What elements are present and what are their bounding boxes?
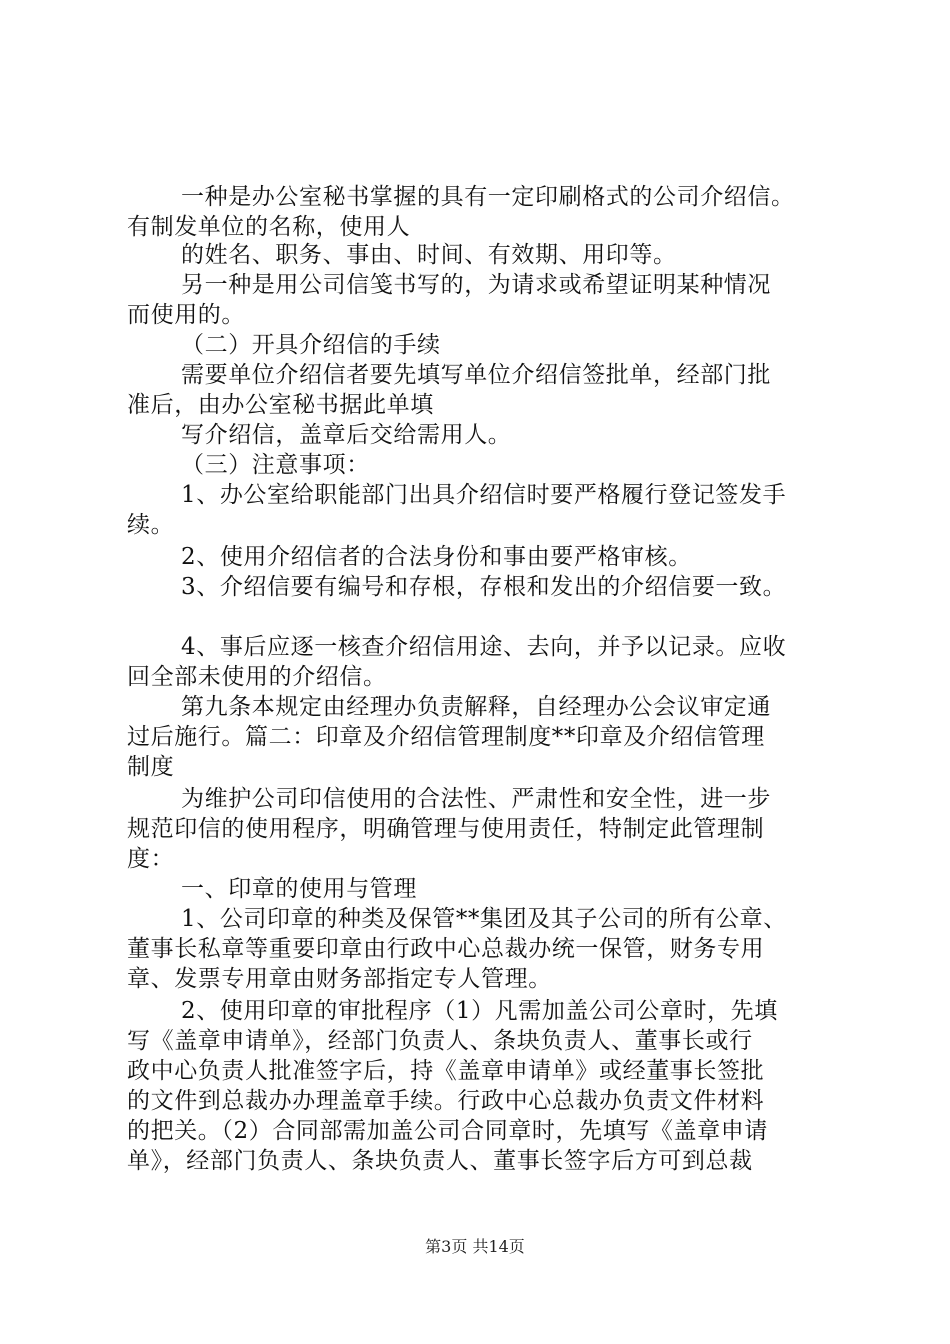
text-line: 的把关。（2）合同部需加盖公司合同章时，先填写《盖章申请 [127, 1118, 768, 1144]
text-line: 写介绍信，盖章后交给需用人。 [181, 422, 512, 448]
section-heading: （二）开具介绍信的手续 [181, 332, 441, 358]
text-line: 4、事后应逐一核查介绍信用途、去向，并予以记录。应收 [181, 634, 787, 660]
text-line: 的姓名、职务、事由、时间、有效期、用印等。 [181, 242, 677, 268]
text-line: 单》，经部门负责人、条块负责人、董事长签字后方可到总裁 [127, 1148, 753, 1174]
section-heading: 一、印章的使用与管理 [181, 876, 417, 902]
text-line: 制度 [127, 754, 175, 780]
text-line: 一种是办公室秘书掌握的具有一定印刷格式的公司介绍信。 [181, 184, 795, 210]
text-line: 回全部未使用的介绍信。 [127, 664, 387, 690]
text-line: 的文件到总裁办办理盖章手续。行政中心总裁办负责文件材料 [127, 1088, 765, 1114]
text-line: 度： [127, 846, 175, 872]
text-line: 2、使用印章的审批程序（1）凡需加盖公司公章时，先填 [181, 998, 778, 1024]
text-line: 另一种是用公司信笺书写的，为请求或希望证明某种情况 [181, 272, 771, 298]
text-line: 过后施行。篇二：印章及介绍信管理制度**印章及介绍信管理 [127, 724, 765, 750]
text-line: 准后，由办公室秘书据此单填 [127, 392, 434, 418]
text-line: 写《盖章申请单》，经部门负责人、条块负责人、董事长或行 [127, 1028, 753, 1054]
text-line: 2、使用介绍信者的合法身份和事由要严格审核。 [181, 544, 692, 570]
text-line: 需要单位介绍信者要先填写单位介绍信签批单，经部门批 [181, 362, 771, 388]
text-line: 而使用的。 [127, 302, 245, 328]
text-line: 3、介绍信要有编号和存根，存根和发出的介绍信要一致。 [181, 574, 787, 600]
text-line: 章、发票专用章由财务部指定专人管理。 [127, 966, 552, 992]
text-line: 为维护公司印信使用的合法性、严肃性和安全性，进一步 [181, 786, 771, 812]
text-line: 续。 [127, 512, 175, 538]
text-line: 第九条本规定由经理办负责解释，自经理办公会议审定通 [181, 694, 771, 720]
section-heading: （三）注意事项： [181, 452, 370, 478]
text-line: 政中心负责人批准签字后，持《盖章申请单》或经董事长签批 [127, 1058, 765, 1084]
text-line: 1、办公室给职能部门出具介绍信时要严格履行登记签发手 [181, 482, 787, 508]
text-line: 有制发单位的名称，使用人 [127, 214, 411, 240]
text-line: 规范印信的使用程序，明确管理与使用责任，特制定此管理制 [127, 816, 765, 842]
text-line: 1、公司印章的种类及保管**集团及其子公司的所有公章、 [181, 906, 787, 932]
text-line: 董事长私章等重要印章由行政中心总裁办统一保管，财务专用 [127, 936, 765, 962]
page-number-footer: 第3页 共14页 [425, 1237, 525, 1256]
